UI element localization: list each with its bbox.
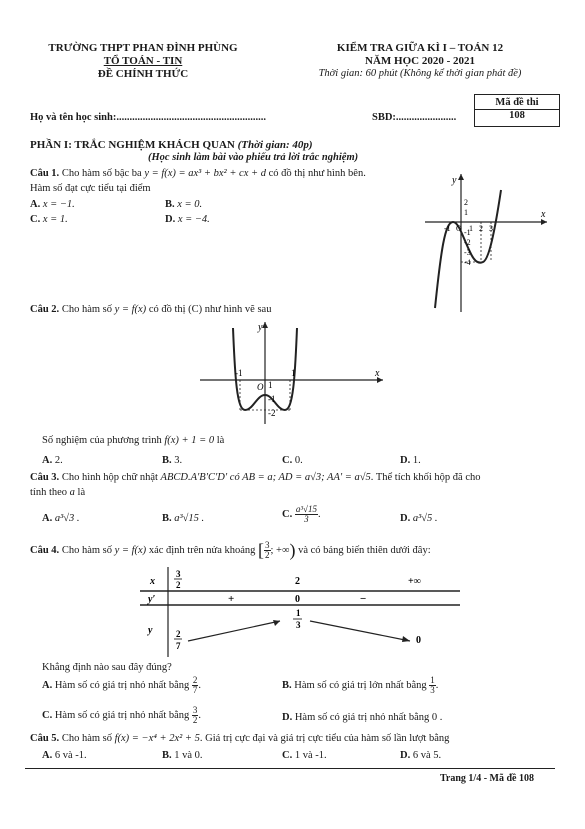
q1-ytick-m3: -3 <box>464 248 471 257</box>
q4-option-d[interactable]: D. Hàm số có giá trị nhỏ nhất bằng 0 . <box>282 712 443 723</box>
q4-x-start-num: 3 <box>176 569 181 579</box>
q4-option-b[interactable]: B. Hàm số có giá trị lớn nhất bằng $\frac{1}{3}$ . <box>282 675 439 695</box>
q2-question: Số nghiệm của phương trình f(x) + 1 = 0 là <box>42 435 225 446</box>
q4-x-mid: 2 <box>295 576 300 587</box>
q2-y-label: y <box>258 322 263 333</box>
q4-y-start-num: 2 <box>176 629 181 639</box>
q4-sign-plus: + <box>228 593 235 605</box>
sbd-line: SBD:....................... <box>372 112 457 123</box>
exam-code-label: Mã đề thi <box>495 97 539 108</box>
q4-y-mid-den: 3 <box>296 620 301 630</box>
q2-x-label: x <box>375 368 380 379</box>
q1-xtick-2: 2 <box>479 224 483 233</box>
q1-ytick-2: 2 <box>464 198 468 207</box>
school-year: NĂM HỌC 2020 - 2021 <box>365 55 475 67</box>
part1-heading: PHẦN I: TRẮC NGHIỆM KHÁCH QUAN (Thời gian: 40p) <box>30 139 313 151</box>
q4-question: Khẳng định nào sau đây đúng? <box>42 662 172 673</box>
q1-xtick-3: 3 <box>489 224 493 233</box>
q2-ytick-1: 1 <box>268 380 273 390</box>
q2-ytick-m1: -1 <box>268 394 276 404</box>
q1-xtick-1: 1 <box>469 224 473 233</box>
q2-ytick-m2: -2 <box>268 408 276 418</box>
q4-y-start-den: 7 <box>176 641 181 651</box>
q4-stem: Câu 4. Cho hàm số y = f(x) xác định trên nửa khoảng [ $\frac{3}{2}$ ; +∞) và có bảng biến thiên dưới đây: <box>30 540 431 560</box>
q1-origin: O <box>456 224 462 233</box>
q1-option-b[interactable]: B. x = 0. <box>165 199 203 210</box>
q2-option-b[interactable]: B. 3. <box>162 455 183 466</box>
footer-divider <box>25 768 555 769</box>
q4-row-y: y <box>148 625 153 636</box>
q1-xtick-m1: -1 <box>444 224 451 233</box>
q3-option-b[interactable]: B. a³√15 . <box>162 513 205 524</box>
q2-graph <box>195 318 390 428</box>
q4-y-mid-num: 1 <box>296 608 301 618</box>
q5-option-c[interactable]: C. 1 và -1. <box>282 750 327 761</box>
q2-option-a[interactable]: A. 2. <box>42 455 63 466</box>
q3-option-d[interactable]: D. a³√5 . <box>400 513 438 524</box>
q2-option-d[interactable]: D. 1. <box>400 455 421 466</box>
q4-y-end: 0 <box>416 635 421 646</box>
q5-option-d[interactable]: D. 6 và 5. <box>400 750 442 761</box>
q2-stem: Câu 2. Cho hàm số y = f(x) có đồ thị (C) như hình vẽ sau <box>30 304 272 315</box>
q5-option-a[interactable]: A. 6 và -1. <box>42 750 87 761</box>
q1-x-label: x <box>541 209 546 220</box>
q4-option-a[interactable]: A. Hàm số có giá trị nhỏ nhất bằng $\frac{2}{7}$ . <box>42 675 202 695</box>
exam-title: KIỂM TRA GIỮA KÌ I – TOÁN 12 <box>336 42 504 54</box>
q2-xtick-m1: -1 <box>235 368 243 378</box>
exam-time: Thời gian: 60 phút (Không kể thời gian phát đề) <box>318 68 522 79</box>
q1-ytick-m4: -4 <box>464 258 471 267</box>
school-name: TRƯỜNG THPT PHAN ĐÌNH PHÙNG <box>48 42 238 54</box>
q1-stem: Câu 1. Cho hàm số bậc ba y = f(x) = ax³ + bx² + cx + d có đồ thị như hình bên. <box>30 168 366 179</box>
q1-ytick-m2: -2 <box>464 238 471 247</box>
q1-option-d[interactable]: D. x = −4. <box>165 214 210 225</box>
q4-x-start-den: 2 <box>176 580 181 590</box>
q4-x-end: +∞ <box>408 576 421 587</box>
q3-option-c[interactable]: C. $\frac{\text{a³√15}}{3}$ . <box>282 504 321 524</box>
q3-line2: tính theo a là <box>30 487 86 498</box>
q2-option-c[interactable]: C. 0. <box>282 455 303 466</box>
official-label: ĐỀ CHÍNH THỨC <box>97 68 189 80</box>
part1-note: (Học sinh làm bài vào phiếu trả lời trắc nghiệm) <box>148 152 359 163</box>
q1-option-c[interactable]: C. x = 1. <box>30 214 68 225</box>
q5-stem: Câu 5. Cho hàm số f(x) = −x⁴ + 2x² + 5. Giá trị cực đại và giá trị cực tiểu của hàm số lần lượt bằng <box>30 733 450 744</box>
q4-row-yp: y′ <box>148 594 156 605</box>
q1-ytick-m1: -1 <box>464 228 471 237</box>
q1-graph <box>425 170 550 315</box>
department: TỔ TOÁN - TIN <box>103 55 183 67</box>
page-footer: Trang 1/4 - Mã đề 108 <box>440 773 534 784</box>
q4-sign-minus: − <box>360 593 367 605</box>
q3-stem: Câu 3. Cho hình hộp chữ nhật ABCD.A′B′C′D′ có AB = a; AD = a√3; AA′ = a√5. Thể tích khối hộp đã cho <box>30 472 481 483</box>
q4-option-c[interactable]: C. Hàm số có giá trị nhỏ nhất bằng $\frac{3}{2}$ . <box>42 705 202 725</box>
exam-code-box <box>474 94 560 127</box>
q1-option-a[interactable]: A. x = −1. <box>30 199 75 210</box>
exam-code-value: 108 <box>509 110 525 121</box>
q4-zero: 0 <box>295 594 300 605</box>
q4-variation-table <box>140 565 460 660</box>
student-name-line: Họ và tên học sinh:......................................................... <box>30 112 266 123</box>
q1-ytick-1: 1 <box>464 208 468 217</box>
q4-row-x: x <box>150 576 155 587</box>
q1-y-label: y <box>452 175 457 186</box>
q3-option-a[interactable]: A. a³√3 . <box>42 513 80 524</box>
q2-xtick-1: 1 <box>291 368 296 378</box>
q5-option-b[interactable]: B. 1 và 0. <box>162 750 203 761</box>
q2-origin: O <box>257 382 264 392</box>
q1-line2: Hàm số đạt cực tiểu tại điểm <box>30 183 151 194</box>
